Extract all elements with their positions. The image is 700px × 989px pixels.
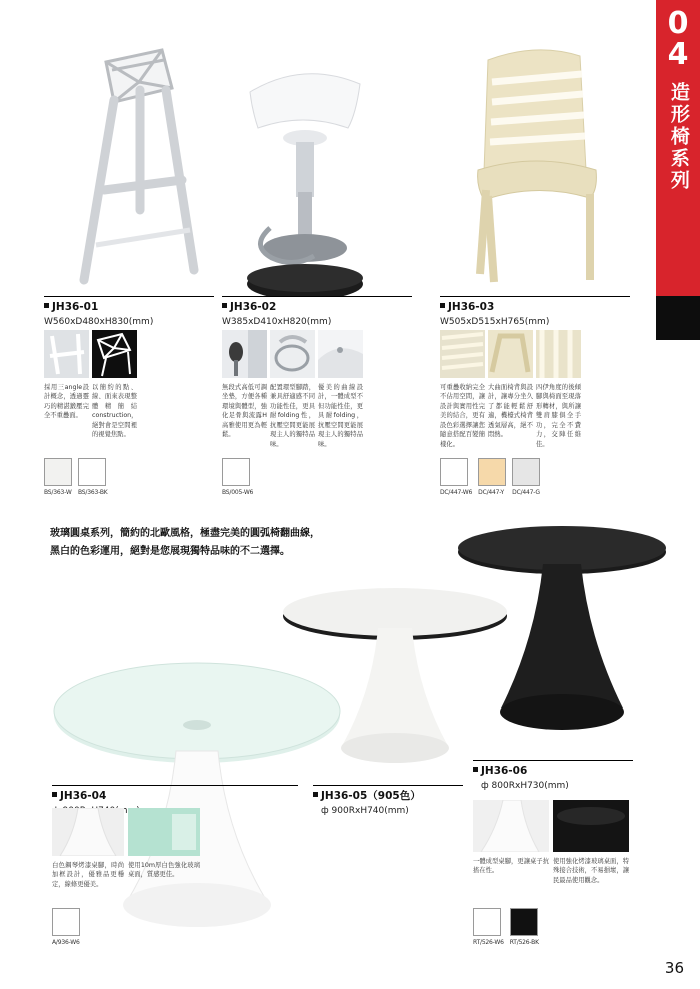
thumbnail-jh36-04-a bbox=[52, 808, 124, 856]
model-dim-jh36-05: ф 900RxH740(mm) bbox=[321, 806, 409, 817]
thumbnails-jh36-03 bbox=[440, 330, 581, 378]
model-dim-jh36-06: ф 800RxH730(mm) bbox=[481, 781, 569, 792]
thumbnail-note-jh36-04-a: 白色鋼琴烤漆桌腳，時尚加框設計，優雅品更穩定，線條更優美。 bbox=[52, 862, 124, 888]
swatch-label: RT/526-BK bbox=[509, 939, 539, 946]
swatch-chip[interactable] bbox=[512, 458, 540, 486]
thumbnail-note-jh36-02-a: 無段式高低可調坐墊，方便各種環境與體型，強化足骨與流露H高雅使用更為輕鬆。 bbox=[222, 384, 267, 439]
swatch-chip[interactable] bbox=[478, 458, 506, 486]
product-photo-jh36-03 bbox=[440, 30, 620, 298]
product-caption-jh36-06 bbox=[473, 764, 569, 792]
model-dim-jh36-02: W385xD410xH820(mm) bbox=[222, 317, 332, 328]
swatch-item[interactable] bbox=[510, 908, 539, 946]
page-number: 36 bbox=[664, 959, 684, 977]
model-code-jh36-03: JH36-03 bbox=[440, 300, 549, 314]
thumbnail-note-jh36-06-a: 一體成型桌腳，更讓桌子抗搖在性。 bbox=[473, 858, 549, 875]
swatch-item[interactable] bbox=[52, 908, 80, 946]
swatch-label: DC/447-Y bbox=[478, 489, 504, 496]
swatch-label: DC/447-W6 bbox=[440, 489, 473, 496]
swatch-chip[interactable] bbox=[222, 458, 250, 486]
product-photo-jh36-02 bbox=[228, 42, 378, 297]
swatch-label: BS/363-BK bbox=[78, 489, 108, 496]
swatch-label: BS/005-W6 bbox=[222, 489, 254, 496]
swatch-item[interactable] bbox=[78, 458, 108, 496]
thumbnail-jh36-02-a bbox=[222, 330, 267, 378]
product-caption-jh36-05 bbox=[313, 789, 421, 817]
swatches-jh36-01 bbox=[44, 458, 108, 496]
chapter-number: 04 bbox=[660, 6, 696, 68]
thumbnail-jh36-03-a bbox=[440, 330, 485, 378]
thumbnail-jh36-01-b bbox=[92, 330, 137, 378]
product-caption-jh36-03 bbox=[440, 300, 549, 328]
swatch-item[interactable] bbox=[222, 458, 253, 496]
model-code-jh36-05: JH36-05（905色） bbox=[313, 789, 421, 803]
product-photo-jh36-01 bbox=[44, 30, 214, 295]
thumbnail-jh36-03-b bbox=[488, 330, 533, 378]
product-caption-jh36-02 bbox=[222, 300, 331, 328]
chapter-tab-accent bbox=[656, 296, 700, 340]
swatch-label: BS/363-W bbox=[44, 489, 72, 496]
divider-jh36-01 bbox=[44, 296, 214, 297]
thumbnails-jh36-02 bbox=[222, 330, 363, 378]
thumbnail-note-jh36-04-b: 使用10m厚白色強化玻璃桌面，質感更佳。 bbox=[128, 862, 200, 879]
thumbnail-note-jh36-06-b: 使用強化烤漆玻璃桌面，特殊接合技術，不易損壞，讓民最品使用觀念。 bbox=[553, 858, 629, 884]
thumbnail-jh36-01-a bbox=[44, 330, 89, 378]
thumbnail-jh36-03-c bbox=[536, 330, 581, 378]
thumbnails-jh36-04 bbox=[52, 808, 200, 856]
swatch-chip[interactable] bbox=[78, 458, 106, 486]
thumbnail-jh36-04-b bbox=[128, 808, 200, 856]
chapter-title: 造形椅系列 bbox=[667, 82, 690, 192]
thumbnail-note-jh36-03-b: 大曲面椅背與設計，讓專分坐久了都能輕鬆舒適，機檯式椅背透氣層高，絕不悶熱。 bbox=[488, 384, 533, 439]
thumbnail-note-jh36-03-a: 可重疊收納完全不佔用空間，讓設計與實用性完美的結合，更有設色彩選擇讓您隨意搭配百變簡樣化。 bbox=[440, 384, 485, 448]
swatch-label: A/936-W6 bbox=[52, 939, 80, 946]
thumbnail-note-jh36-01-b: 以簡約的點、線、面來表現整體精簡結construction，絕對會是空間裡的視覺焦點。 bbox=[92, 384, 138, 439]
swatch-item[interactable] bbox=[512, 458, 540, 496]
section-intro bbox=[50, 525, 470, 560]
thumbnail-note-jh36-02-b: 配置環型腳踏，兼具舒適感不同功能性佳，更具耐folding性，抗壓空間更能展現主人的獨特品味。 bbox=[270, 384, 315, 448]
intro-line-1: 玻璃圓桌系列，簡約的北歐風格，極盡完美的圓弧椅翻曲線， bbox=[50, 528, 320, 539]
thumbnail-note-jh36-03-c: 四伊角度的後傾腳與椅面至現落形轉材，與所讓雙肩膝俱全手功，完全不費力，交陣任維佳。 bbox=[536, 384, 581, 448]
thumbnail-note-jh36-01-a: 採用三angle設計概念，透過靈巧的精湛鍛壓完全不重疊面。 bbox=[44, 384, 89, 420]
divider-jh36-04 bbox=[52, 785, 298, 786]
thumbnails-jh36-06 bbox=[473, 800, 629, 852]
model-code-jh36-04: JH36-04 bbox=[52, 789, 140, 803]
thumbnails-jh36-01 bbox=[44, 330, 137, 378]
model-dim-jh36-01: W560xD480xH830(mm) bbox=[44, 317, 154, 328]
thumbnail-jh36-02-c bbox=[318, 330, 363, 378]
product-caption-jh36-01 bbox=[44, 300, 153, 328]
swatch-chip[interactable] bbox=[44, 458, 72, 486]
model-code-jh36-01: JH36-01 bbox=[44, 300, 153, 314]
chapter-tab bbox=[656, 0, 700, 340]
model-code-jh36-06: JH36-06 bbox=[473, 764, 569, 778]
thumbnail-jh36-02-b bbox=[270, 330, 315, 378]
swatch-label: RT/526-W6 bbox=[473, 939, 504, 946]
swatch-chip[interactable] bbox=[510, 908, 538, 936]
swatch-chip[interactable] bbox=[473, 908, 501, 936]
divider-jh36-05 bbox=[313, 785, 463, 786]
model-dim-jh36-03: W505xD515xH765(mm) bbox=[440, 317, 550, 328]
divider-jh36-06 bbox=[473, 760, 633, 761]
model-code-jh36-02: JH36-02 bbox=[222, 300, 331, 314]
swatches-jh36-06 bbox=[473, 908, 539, 946]
swatch-item[interactable] bbox=[44, 458, 72, 496]
divider-jh36-03 bbox=[440, 296, 630, 297]
swatches-jh36-02 bbox=[222, 458, 253, 496]
swatch-item[interactable] bbox=[478, 458, 506, 496]
swatches-jh36-04 bbox=[52, 908, 80, 946]
swatch-item[interactable] bbox=[440, 458, 472, 496]
swatch-label: DC/447-G bbox=[512, 489, 540, 496]
swatches-jh36-03 bbox=[440, 458, 540, 496]
swatch-item[interactable] bbox=[473, 908, 504, 946]
divider-jh36-02 bbox=[222, 296, 412, 297]
thumbnail-jh36-06-a bbox=[473, 800, 549, 852]
thumbnail-jh36-06-b bbox=[553, 800, 629, 852]
swatch-chip[interactable] bbox=[52, 908, 80, 936]
thumbnail-note-jh36-02-c: 優美的曲線設計，一體成型不但功能性佳，更具耐folding，抗壓空間更能展現主人的獨特品味。 bbox=[318, 384, 363, 448]
intro-line-2: 黑白的色彩運用，絕對是您展現獨特品味的不二選擇。 bbox=[50, 545, 290, 557]
swatch-chip[interactable] bbox=[440, 458, 468, 486]
